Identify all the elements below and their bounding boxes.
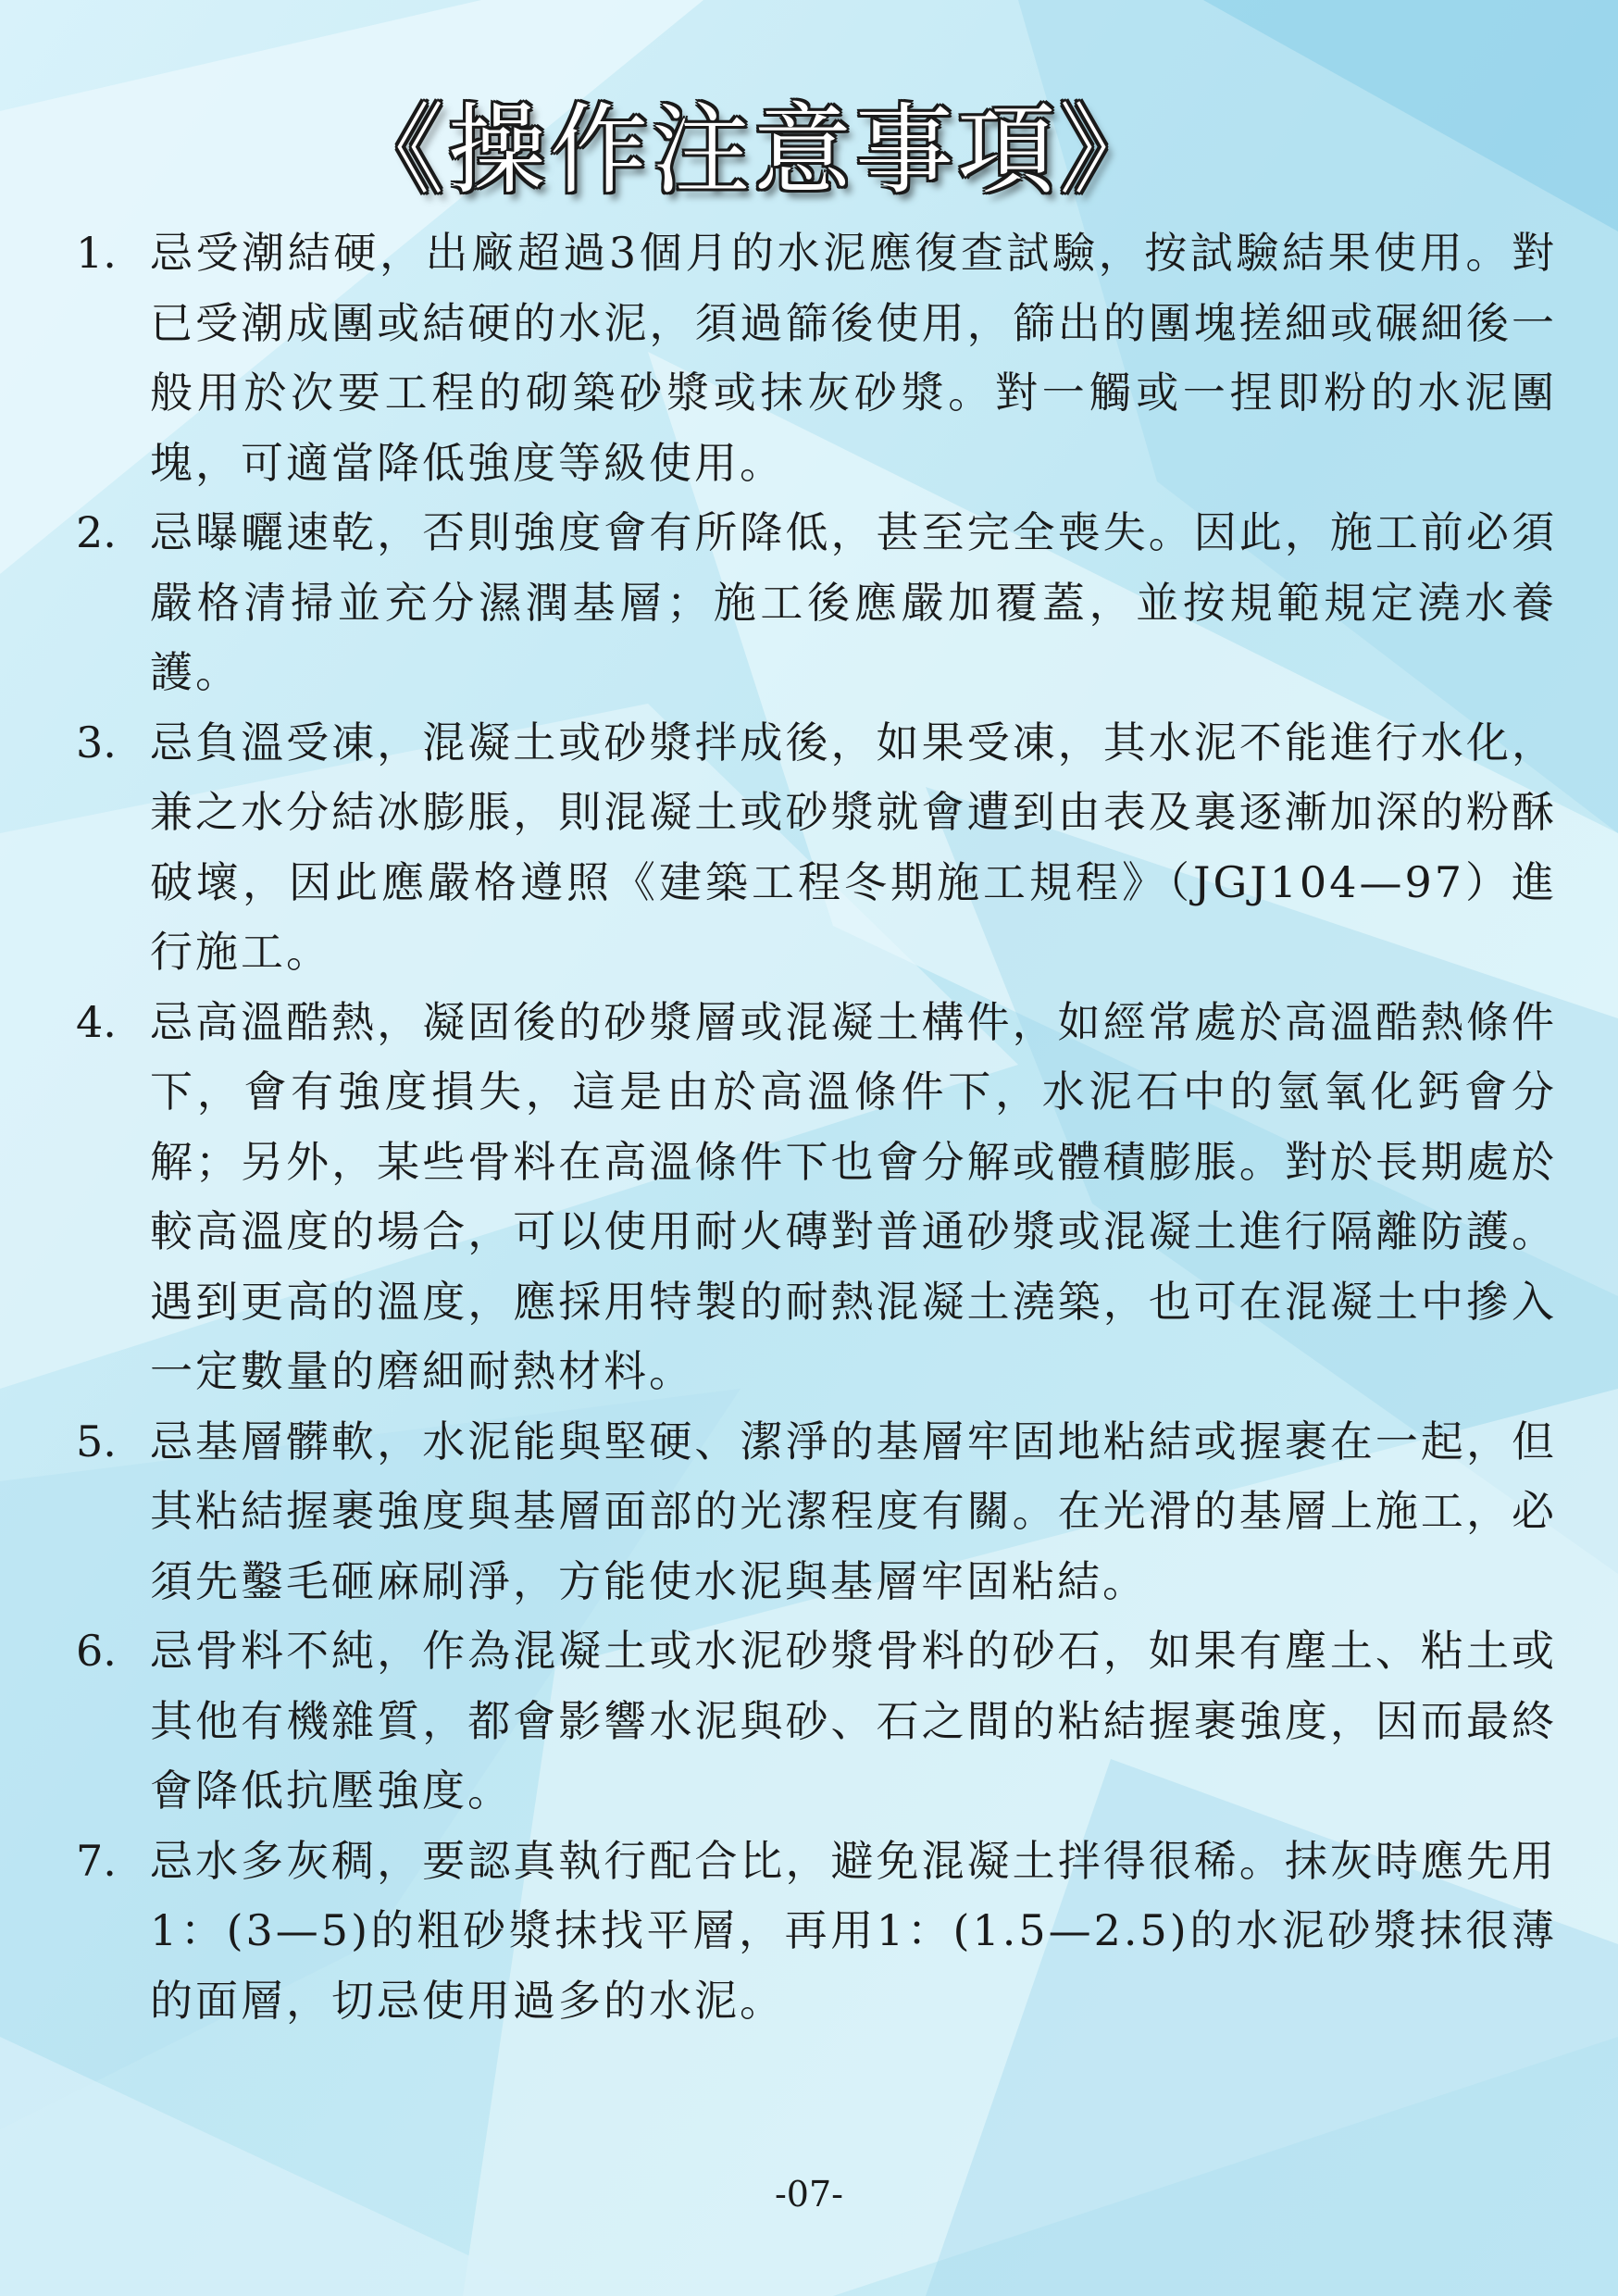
item-number: 3. xyxy=(76,717,117,767)
item-text: 忌負溫受凍，混凝土或砂漿拌成後，如果受凍，其水泥不能進行水化，兼之水分結冰膨脹，則混凝土或砂漿就會遭到由表及裏逐漸加深的粉酥破壞，因此應嚴格遵照《建築工程冬期施工規程》（JGJ104—97）進行施工。 xyxy=(150,717,1557,977)
item-number: 1. xyxy=(76,228,117,278)
list-item xyxy=(76,1407,1557,1617)
page-title: 《操作注意事項》 xyxy=(346,94,1161,207)
item-text: 忌水多灰稠，要認真執行配合比，避免混凝土拌得很稀。抹灰時應先用1：(3—5)的粗砂漿抹找平層，再用1：(1.5—2.5)的水泥砂漿抹很薄的面層，切忌使用過多的水泥。 xyxy=(150,1835,1557,2026)
item-number: 7. xyxy=(76,1835,117,1886)
list-item xyxy=(76,218,1557,498)
item-number: 5. xyxy=(76,1416,117,1466)
list-item xyxy=(76,1827,1557,2037)
page-number: -07- xyxy=(774,2174,844,2215)
item-number: 2. xyxy=(76,507,117,557)
item-text: 忌曝曬速乾，否則強度會有所降低，甚至完全喪失。因此，施工前必須嚴格清掃並充分濕潤基層；施工後應嚴加覆蓋，並按規範規定澆水養護。 xyxy=(150,507,1557,697)
precautions-list xyxy=(76,218,1557,2036)
item-number: 4. xyxy=(76,996,117,1047)
list-item xyxy=(76,498,1557,708)
item-text: 忌受潮結硬，出廠超過3個月的水泥應復查試驗，按試驗結果使用。對已受潮成團或結硬的水泥，須過篩後使用，篩出的團塊搓細或碾細後一般用於次要工程的砌築砂漿或抹灰砂漿。對一觸或一捏即粉的水泥團塊，可適當降低強度等級使用。 xyxy=(150,228,1557,488)
item-text: 忌高溫酷熱，凝固後的砂漿層或混凝土構件，如經常處於高溫酷熱條件下，會有強度損失，這是由於高溫條件下，水泥石中的氫氧化鈣會分解；另外，某些骨料在高溫條件下也會分解或體積膨脹。對於長期處於較高溫度的場合，可以使用耐火磚對普通砂漿或混凝土進行隔離防護。遇到更高的溫度，應採用特製的耐熱混凝土澆築，也可在混凝土中摻入一定數量的磨細耐熱材料。 xyxy=(150,996,1557,1396)
list-item xyxy=(76,1616,1557,1827)
item-text: 忌基層髒軟，水泥能與堅硬、潔淨的基層牢固地粘結或握裹在一起，但其粘結握裹強度與基層面部的光潔程度有關。在光滑的基層上施工，必須先鑿毛砸麻刷淨，方能使水泥與基層牢固粘結。 xyxy=(150,1416,1557,1606)
item-number: 6. xyxy=(76,1626,117,1676)
list-item xyxy=(76,708,1557,988)
item-text: 忌骨料不純，作為混凝土或水泥砂漿骨料的砂石，如果有塵土、粘土或其他有機雜質，都會影響水泥與砂、石之間的粘結握裹強度，因而最終會降低抗壓強度。 xyxy=(150,1626,1557,1816)
list-item xyxy=(76,988,1557,1407)
